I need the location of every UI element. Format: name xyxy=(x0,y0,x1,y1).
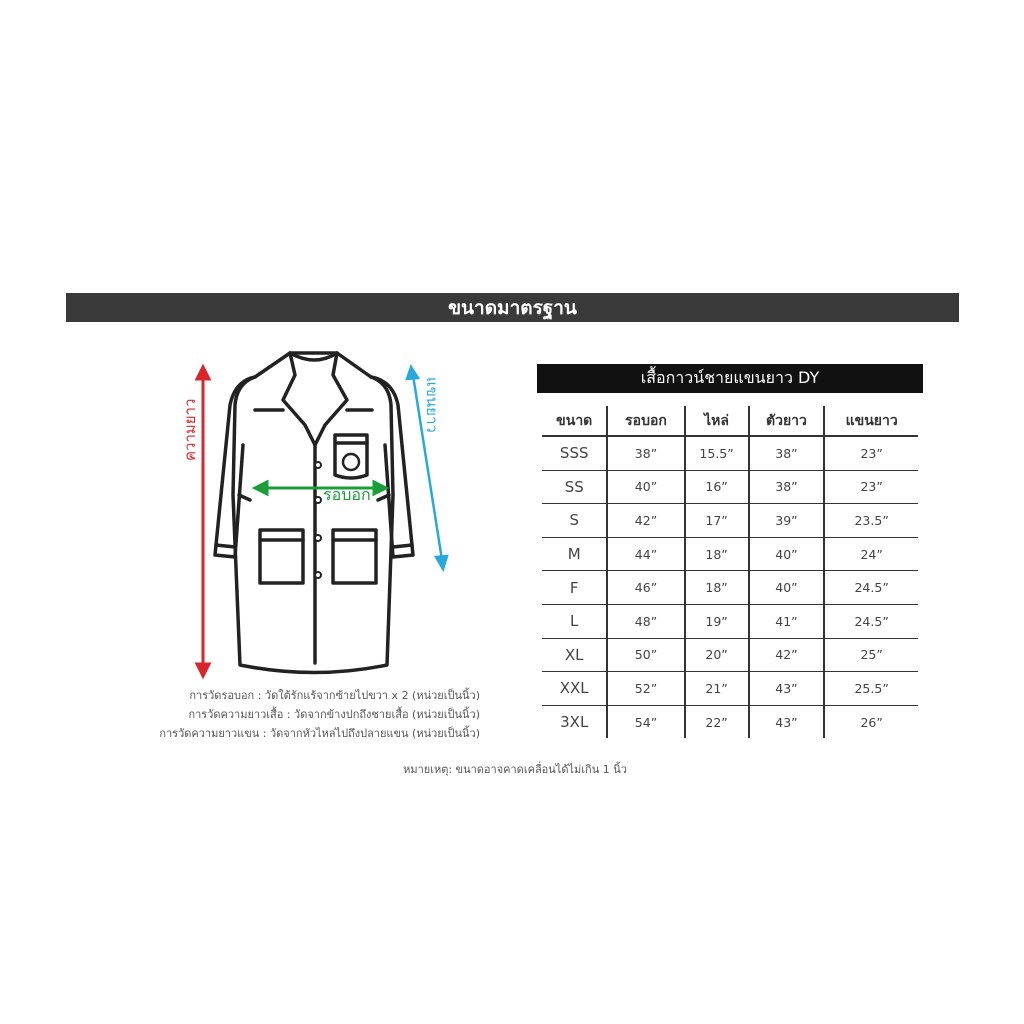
header-sleeve: แขนยาว xyxy=(824,406,918,436)
table-row xyxy=(542,571,918,605)
table-row xyxy=(542,672,918,706)
table-row xyxy=(542,504,918,538)
cell-length: 40” xyxy=(749,571,825,605)
cell-size: 3XL xyxy=(560,713,589,732)
cell-chest: 44” xyxy=(607,537,684,571)
cell-shoulder: 17” xyxy=(685,504,749,538)
cell-size: S xyxy=(542,504,607,538)
table-row xyxy=(542,705,918,738)
cell-shoulder: 16” xyxy=(685,470,749,504)
table-row xyxy=(542,638,918,672)
cell-size: F xyxy=(542,571,607,605)
cell-chest: 50” xyxy=(607,638,684,672)
note-length: การวัดความยาวเสื้อ : วัดจากข้างปกถึงชายเสื้อ (หน่วยเป็นนิ้ว) xyxy=(188,708,480,721)
cell-size: M xyxy=(542,537,607,571)
cell-length: 38” xyxy=(749,470,825,504)
cell-chest: 40” xyxy=(607,470,684,504)
cell-length: 38” xyxy=(749,436,825,470)
chest-label: รอบอก xyxy=(323,485,371,504)
cell-sleeve: 25” xyxy=(824,638,918,672)
cell-chest: 54” xyxy=(607,705,684,738)
cell-size: XXL xyxy=(542,672,607,706)
measurement-notes xyxy=(150,686,480,743)
table-row xyxy=(542,470,918,504)
cell-shoulder: 19” xyxy=(685,604,749,638)
cell-shoulder: 21” xyxy=(685,672,749,706)
cell-length: 40” xyxy=(749,537,825,571)
size-table xyxy=(542,406,918,738)
cell-chest: 46” xyxy=(607,571,684,605)
cell-length: 41” xyxy=(749,604,825,638)
size-chart-title xyxy=(537,364,923,393)
cell-shoulder: 22” xyxy=(685,705,749,738)
cell-chest: 48” xyxy=(607,604,684,638)
cell-shoulder: 20” xyxy=(685,638,749,672)
cell-length: 42” xyxy=(749,638,825,672)
cell-sleeve: 26” xyxy=(824,705,918,738)
header-chest: รอบอก xyxy=(607,406,684,436)
table-row xyxy=(542,537,918,571)
header-length: ตัวยาว xyxy=(749,406,825,436)
cell-chest: 38” xyxy=(607,436,684,470)
cell-length: 43” xyxy=(749,705,825,738)
banner-title: ขนาดมาตรฐาน xyxy=(448,296,577,319)
cell-sleeve: 23” xyxy=(824,436,918,470)
cell-sleeve: 23” xyxy=(824,470,918,504)
cell-sleeve: 23.5” xyxy=(824,504,918,538)
cell-sleeve: 24.5” xyxy=(824,604,918,638)
cell-length: 43” xyxy=(749,672,825,706)
cell-sleeve: 24” xyxy=(824,537,918,571)
note-chest: การวัดรอบอก : วัดใต้รักแร้จากซ้ายไปขวา x 2 (หน่วยเป็นนิ้ว) xyxy=(189,689,480,702)
cell-size: SSS xyxy=(542,436,607,470)
cell-shoulder: 18” xyxy=(685,537,749,571)
header-shoulder: ไหล่ xyxy=(685,406,749,436)
header-size: ขนาด xyxy=(542,406,607,436)
size-chart-title-text: เสื้อกาวน์ชายแขนยาว DY xyxy=(640,368,820,387)
table-row xyxy=(542,436,918,470)
cell-chest: 42” xyxy=(607,504,684,538)
length-label: ความยาว xyxy=(181,398,199,462)
tolerance-footnote: หมายเหตุ: ขนาดอาจคาดเคลื่อนได้ไม่เกิน 1 นิ้ว xyxy=(403,763,627,776)
table-row xyxy=(542,604,918,638)
cell-shoulder: 15.5” xyxy=(685,436,749,470)
note-sleeve: การวัดความยาวแขน : วัดจากหัวไหล่ไปถึงปลายแขน (หน่วยเป็นนิ้ว) xyxy=(159,727,480,740)
cell-length: 39” xyxy=(749,504,825,538)
size-chart xyxy=(537,364,923,738)
cell-size: SS xyxy=(542,470,607,504)
cell-size: L xyxy=(542,604,607,638)
cell-sleeve: 25.5” xyxy=(824,672,918,706)
cell-chest: 52” xyxy=(607,672,684,706)
cell-size: XL xyxy=(542,638,607,672)
cell-shoulder: 18” xyxy=(685,571,749,605)
size-table-header-row xyxy=(542,406,918,436)
sleeve-length-label: แขนยาว xyxy=(423,377,441,433)
cell-sleeve: 24.5” xyxy=(824,571,918,605)
section-banner xyxy=(66,293,959,322)
